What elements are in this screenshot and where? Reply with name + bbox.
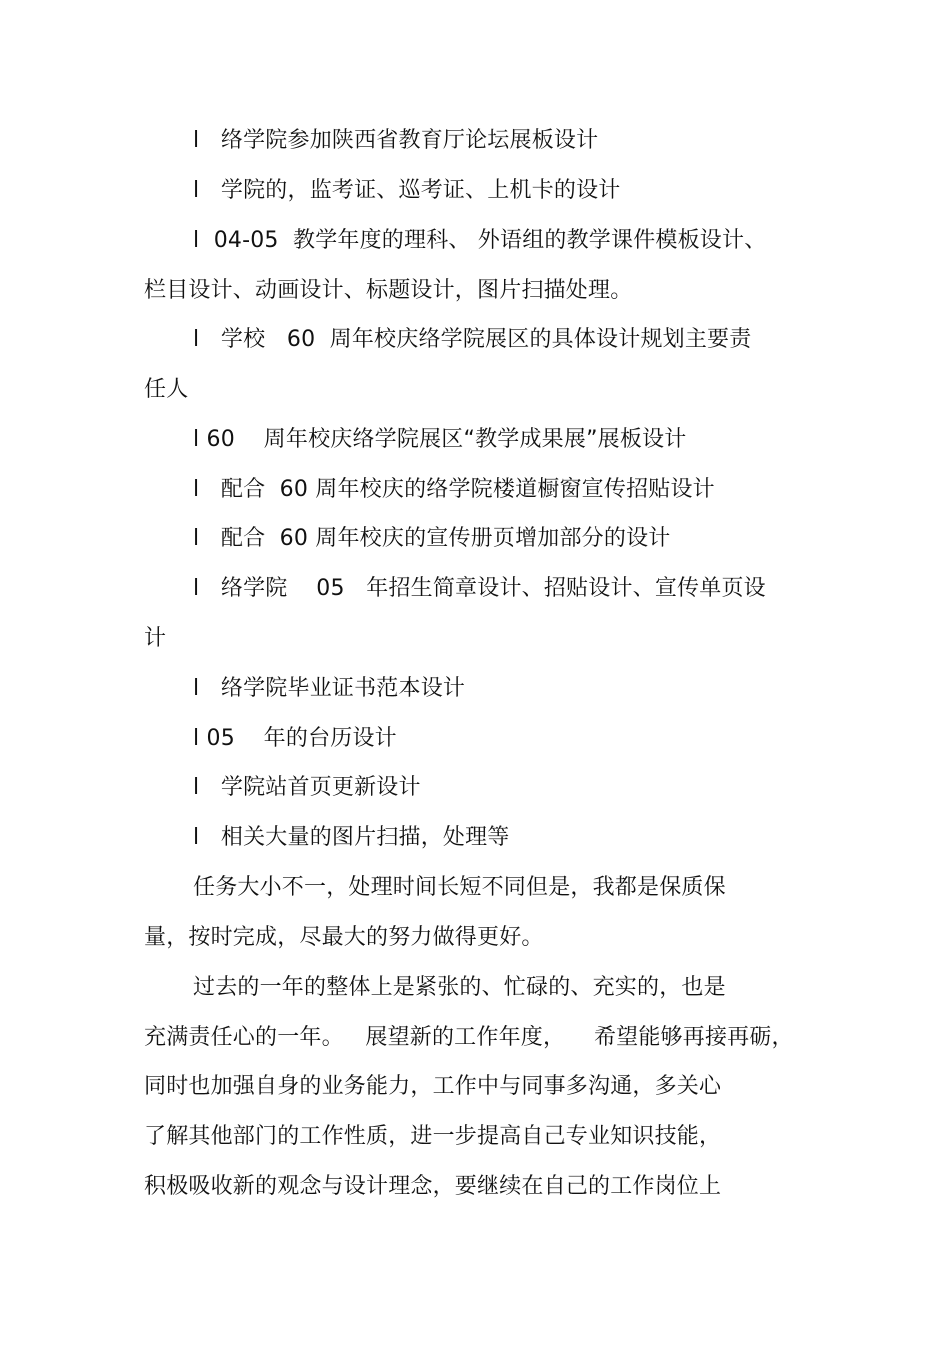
text-line: l 相关大量的图片扫描，处理等 bbox=[193, 825, 510, 850]
text-line: l 络学院毕业证书范本设计 bbox=[193, 676, 466, 701]
text-line: l 配合 60 周年校庆的宣传册页增加部分的设计 bbox=[193, 526, 671, 551]
text-line: 了解其他部门的工作性质，进一步提高自己专业知识技能， bbox=[144, 1124, 722, 1149]
text-line: l 04-05 教学年度的理科、 外语组的教学课件模板设计、 bbox=[193, 228, 767, 253]
text-line: l 学校 60 周年校庆络学院展区的具体设计规划主要责 bbox=[193, 327, 752, 352]
text-line: l 学院的，监考证、巡考证、上机卡的设计 bbox=[193, 178, 621, 203]
text-line: 栏目设计、动画设计、标题设计，图片扫描处理。 bbox=[144, 278, 633, 303]
text-line: 计 bbox=[144, 626, 167, 651]
text-line: l 络学院 05 年招生简章设计、招贴设计、宣传单页设 bbox=[193, 576, 766, 601]
text-line: 积极吸收新的观念与设计理念，要继续在自己的工作岗位上 bbox=[144, 1174, 722, 1199]
text-line: 任人 bbox=[144, 377, 189, 402]
text-line: 同时也加强自身的业务能力，工作中与同事多沟通，多关心 bbox=[144, 1074, 722, 1099]
text-line: 充满责任心的一年。 展望新的工作年度， 希望能够再接再砺， bbox=[144, 1025, 794, 1050]
text-line: l 60 周年校庆络学院展区“教学成果展”展板设计 bbox=[193, 427, 687, 452]
text-line: 过去的一年的整体上是紧张的、忙碌的、充实的，也是 bbox=[193, 975, 726, 1000]
text-line: 量，按时完成，尽最大的努力做得更好。 bbox=[144, 925, 544, 950]
text-line: l 05 年的台历设计 bbox=[193, 726, 397, 751]
text-line: l 络学院参加陕西省教育厅论坛展板设计 bbox=[193, 128, 599, 153]
text-line: l 配合 60 周年校庆的络学院楼道橱窗宣传招贴设计 bbox=[193, 477, 715, 502]
text-line: 任务大小不一，处理时间长短不同但是，我都是保质保 bbox=[193, 875, 726, 900]
text-line: l 学院站首页更新设计 bbox=[193, 775, 421, 800]
